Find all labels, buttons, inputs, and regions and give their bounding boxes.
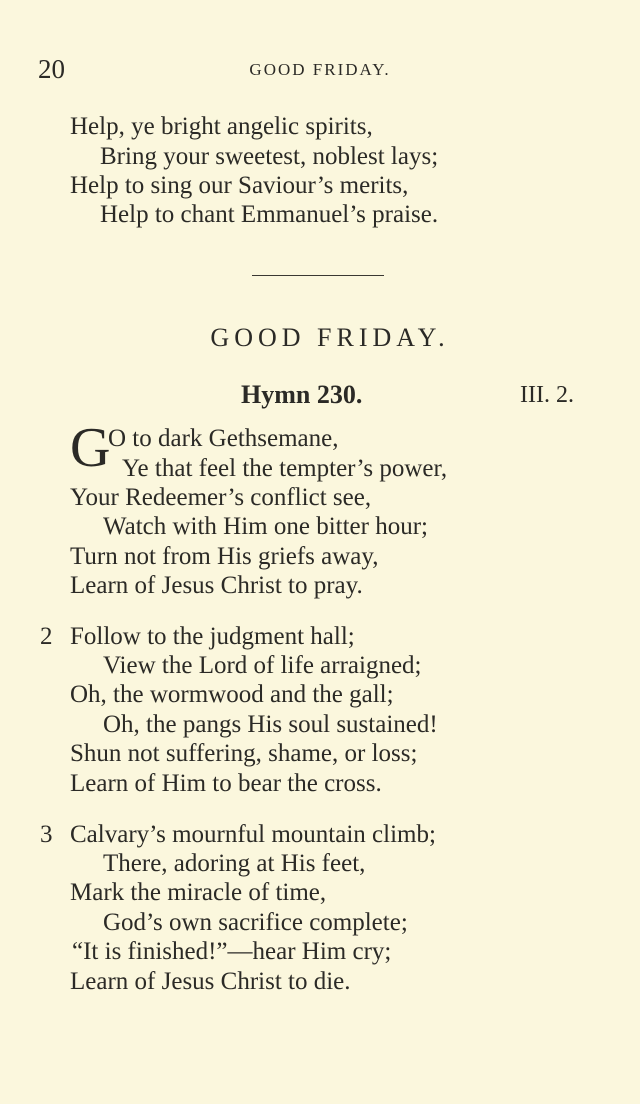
verse-line: View the Lord of life arraigned; (103, 652, 422, 679)
hymn-meter: III. 2. (520, 382, 574, 408)
verse-number: 3 (40, 821, 53, 848)
verse-line: Your Redeemer’s conflict see, (70, 484, 372, 511)
verse-line: Ye that feel the tempter’s power, (122, 455, 448, 482)
verse-line: Help to chant Emmanuel’s praise. (100, 201, 439, 228)
section-divider (252, 275, 384, 276)
verse-line: Watch with Him one bitter hour; (103, 513, 428, 540)
verse-line: Shun not suffering, shame, or loss; (70, 740, 418, 767)
running-title: GOOD FRIDAY. (249, 60, 391, 79)
verse-line: God’s own sacrifice complete; (103, 909, 408, 936)
section-title: GOOD FRIDAY. (210, 323, 450, 352)
verse-line: There, adoring at His feet, (103, 850, 366, 877)
verse-line: “It is finished!”—hear Him cry; (72, 938, 392, 965)
verse-line: Follow to the judgment hall; (70, 623, 355, 650)
verse-line: Calvary’s mournful mountain climb; (70, 821, 436, 848)
verse-line: Learn of Jesus Christ to die. (70, 968, 351, 995)
verse-line: Mark the miracle of time, (70, 879, 327, 906)
page-number: 20 (38, 54, 65, 84)
verse-line: O to dark Gethsemane, (108, 425, 339, 452)
verse-line: Help, ye bright angelic spirits, (70, 113, 373, 140)
verse-line: Bring your sweetest, noblest lays; (100, 143, 439, 170)
verse-number: 2 (40, 623, 53, 650)
verse-line: Oh, the wormwood and the gall; (70, 681, 394, 708)
verse-line: Turn not from His griefs away, (70, 543, 379, 570)
drop-cap: G (70, 417, 111, 479)
verse-line: Learn of Him to bear the cross. (70, 770, 382, 797)
verse-line: Help to sing our Saviour’s merits, (70, 172, 409, 199)
hymn-title: Hymn 230. (241, 380, 363, 409)
verse-line: Learn of Jesus Christ to pray. (70, 572, 363, 599)
verse-line: Oh, the pangs His soul sustained! (103, 711, 438, 738)
